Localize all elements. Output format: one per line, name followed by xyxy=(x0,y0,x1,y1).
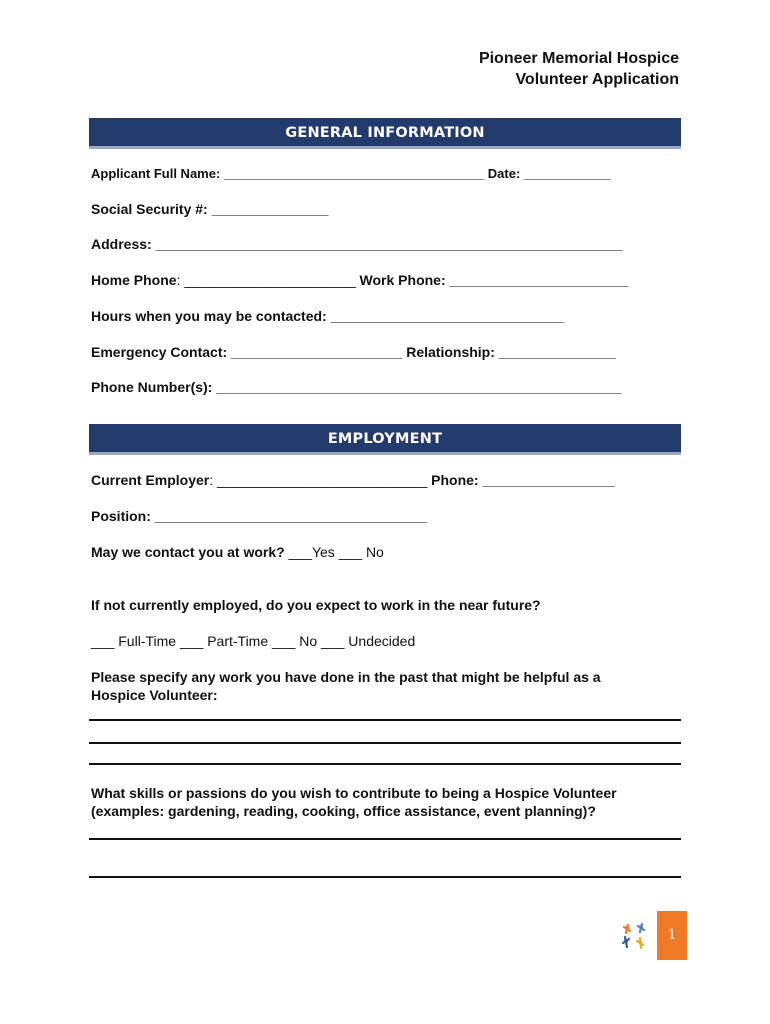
answer-line[interactable] xyxy=(89,719,681,721)
employer-label: Current Employer xyxy=(91,472,210,488)
organization-name: Pioneer Memorial Hospice xyxy=(478,50,679,67)
page-number-box xyxy=(657,911,687,960)
answer-line[interactable] xyxy=(89,838,681,840)
past-work-question-line1: Please specify any work you have done in the past that might be helpful as a xyxy=(91,669,601,685)
skills-question-line2: (examples: gardening, reading, cooking, office assistance, event planning)? xyxy=(91,803,596,819)
phone-numbers-field[interactable]: Phone Number(s): ____________________________________________________ xyxy=(91,379,622,395)
contact-hours-field[interactable]: Hours when you may be contacted: ______________________________ xyxy=(91,308,565,324)
work-phone-field[interactable]: Work Phone: _______________________ xyxy=(359,272,629,288)
hospice-logo-icon xyxy=(618,921,650,953)
document-title xyxy=(479,48,679,90)
employer-row xyxy=(91,472,615,488)
ssn-field[interactable]: Social Security #: _______________ xyxy=(91,201,329,217)
home-phone-field[interactable]: : ______________________ xyxy=(176,272,360,288)
answer-line[interactable] xyxy=(89,876,681,878)
form-name: Volunteer Application xyxy=(515,71,679,88)
employment-options[interactable]: ___ Full-Time ___ Part-Time ___ No ___ Undecided xyxy=(91,633,416,649)
phone-fields-row xyxy=(91,272,629,288)
section-header-general: GENERAL INFORMATION xyxy=(89,118,681,149)
past-work-question-line2: Hospice Volunteer: xyxy=(91,687,218,703)
position-field[interactable]: Position: ___________________________________ xyxy=(91,508,428,524)
contact-at-work-options[interactable]: ___Yes ___ No xyxy=(288,544,384,560)
employer-field[interactable]: : ___________________________ xyxy=(209,472,432,488)
address-field[interactable]: Address: ____________________________________________________________ xyxy=(91,236,623,252)
contact-at-work-question: May we contact you at work? xyxy=(91,544,289,560)
answer-line[interactable] xyxy=(89,763,681,765)
employer-phone-field[interactable]: Phone: _________________ xyxy=(431,472,615,488)
full-name-date-field[interactable]: Applicant Full Name: ____________________________________ Date: ____________ xyxy=(91,166,611,181)
emergency-contact-field[interactable]: Emergency Contact: ______________________ Relationship: _______________ xyxy=(91,344,616,360)
not-employed-question: If not currently employed, do you expect to work in the near future? xyxy=(91,597,541,613)
page-number: 1 xyxy=(667,927,677,943)
section-header-employment: EMPLOYMENT xyxy=(89,424,681,455)
answer-line[interactable] xyxy=(89,742,681,744)
contact-at-work-row xyxy=(91,544,384,560)
home-phone-label: Home Phone xyxy=(91,272,177,288)
skills-question-line1: What skills or passions do you wish to contribute to being a Hospice Volunteer xyxy=(91,785,617,801)
